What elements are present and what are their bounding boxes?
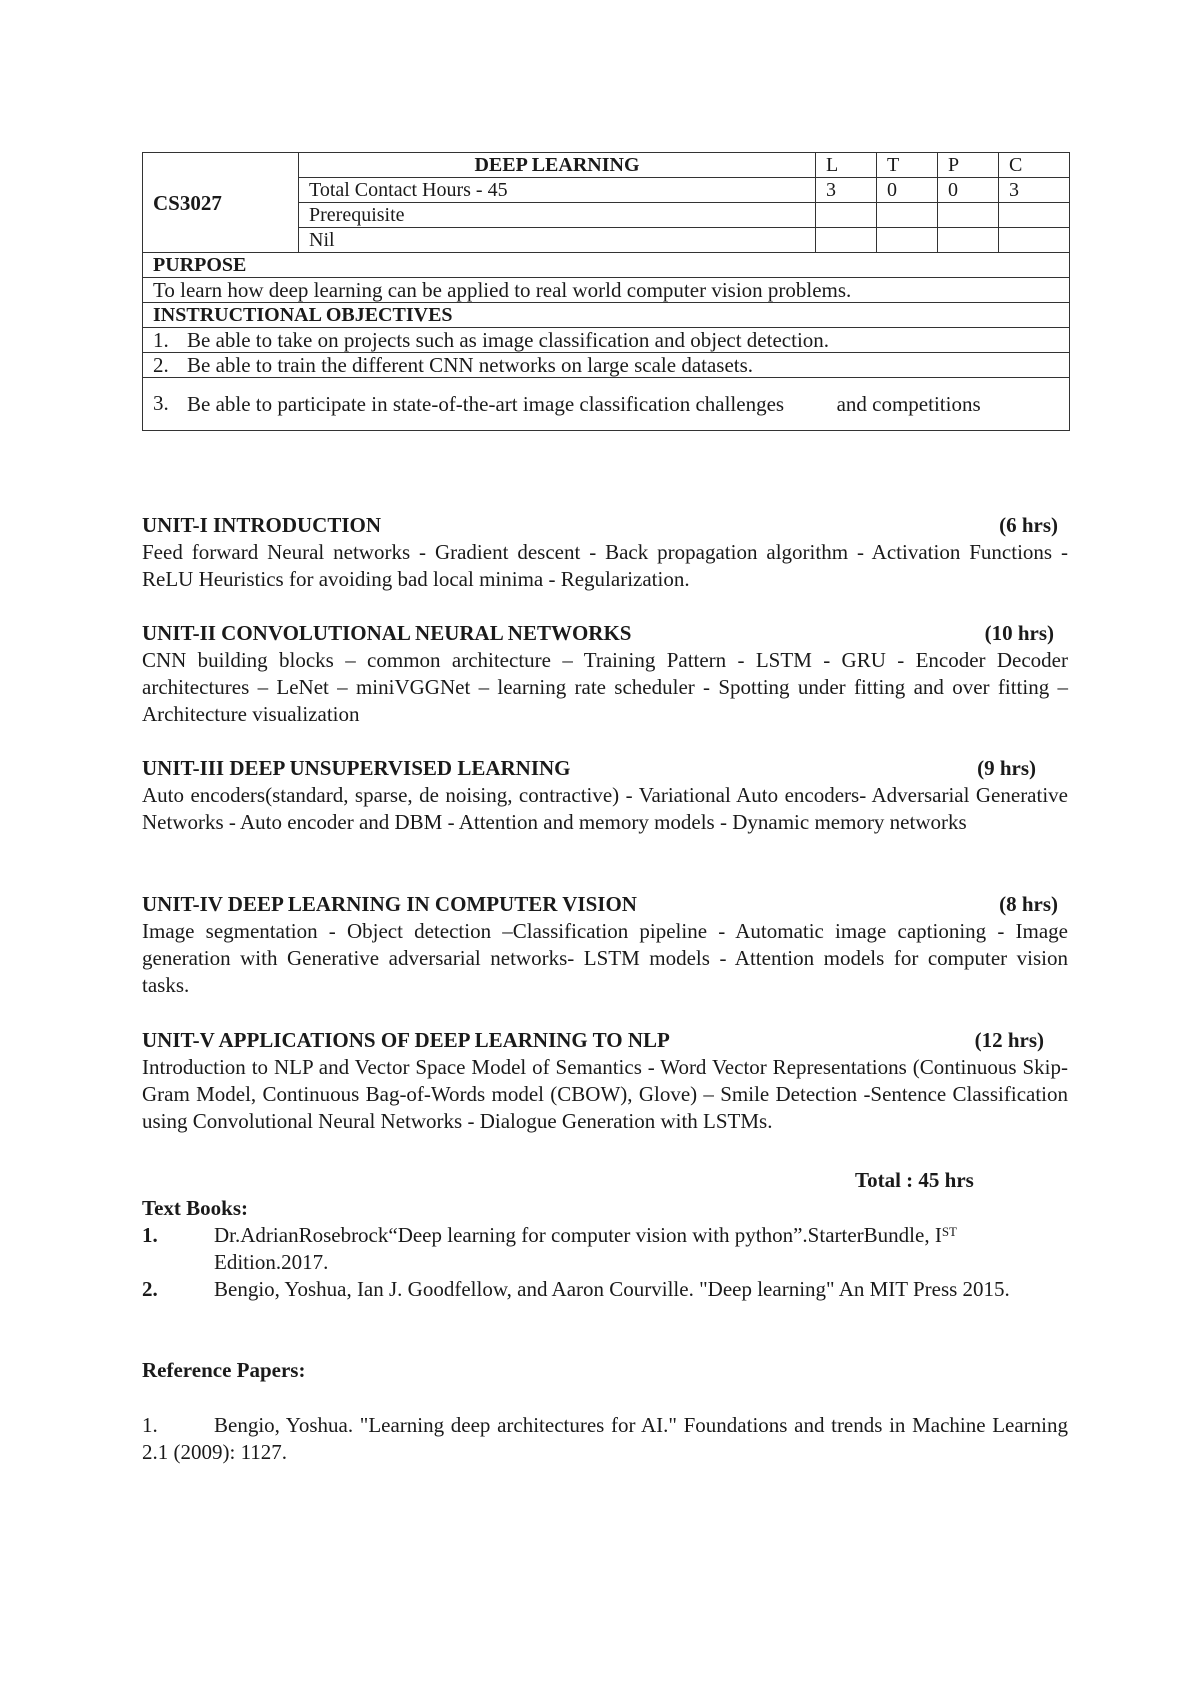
purpose-heading: PURPOSE xyxy=(143,253,1070,278)
unit-section xyxy=(142,755,1068,836)
purpose-text: To learn how deep learning can be applied to real world computer vision problems. xyxy=(143,278,1070,303)
unit-section xyxy=(142,891,1068,999)
reference-paper-item xyxy=(142,1412,1068,1466)
reference-paper-text: Bengio, Yoshua. "Learning deep architectures for AI." Foundations and trends in Machine Learning 2.1 (2009): 1127. xyxy=(142,1413,1068,1464)
unit-hours: (9 hrs) xyxy=(977,756,1036,780)
text-books-list xyxy=(142,1222,1068,1303)
ltpc-header-l: L xyxy=(816,153,877,178)
objective-text: Be able to train the different CNN networks on large scale datasets. xyxy=(187,353,754,377)
total-hours: Total : 45 hrs xyxy=(855,1168,974,1192)
ltpc-value-c: 3 xyxy=(999,178,1070,203)
unit-section xyxy=(142,620,1068,728)
text-book-item xyxy=(142,1222,1068,1276)
unit-title: UNIT-V APPLICATIONS OF DEEP LEARNING TO NLP xyxy=(142,1028,670,1052)
text-book-text: Dr.AdrianRosebrock“Deep learning for computer vision with python”.StarterBundle, I xyxy=(214,1223,942,1247)
course-code: CS3027 xyxy=(143,153,299,253)
unit-body: Feed forward Neural networks - Gradient descent - Back propagation algorithm - Activation Functions - ReLU Heuristics for avoiding bad local minima - Regularization. xyxy=(142,540,1068,591)
unit-hours: (6 hrs) xyxy=(999,513,1058,537)
prerequisite-value: Nil xyxy=(299,228,816,253)
objective-item xyxy=(143,378,1070,431)
empty-cell xyxy=(999,228,1070,253)
text-book-text: Bengio, Yoshua, Ian J. Goodfellow, and Aaron Courville. "Deep learning" An MIT Press 2015. xyxy=(214,1277,1010,1301)
empty-cell xyxy=(877,203,938,228)
ltpc-header-c: C xyxy=(999,153,1070,178)
course-header-table xyxy=(142,152,1070,431)
objective-number: 2. xyxy=(153,353,169,377)
course-title: DEEP LEARNING xyxy=(299,153,816,178)
unit-title: UNIT-I INTRODUCTION xyxy=(142,513,382,537)
unit-section xyxy=(142,1027,1068,1135)
objective-item xyxy=(143,353,1070,378)
empty-cell xyxy=(999,203,1070,228)
ltpc-header-p: P xyxy=(938,153,999,178)
unit-body: Image segmentation - Object detection –Classification pipeline - Automatic image captioning - Image generation with Generative adversarial networks- LSTM models - Attention models for computer vision tasks. xyxy=(142,919,1068,997)
text-book-edition: Edition.2017. xyxy=(214,1250,329,1274)
unit-title: UNIT-II CONVOLUTIONAL NEURAL NETWORKS xyxy=(142,621,632,645)
objective-number: 1. xyxy=(153,328,169,352)
unit-hours: (10 hrs) xyxy=(984,621,1054,645)
unit-body: Introduction to NLP and Vector Space Model of Semantics - Word Vector Representations (Continuous Skip-Gram Model, Continuous Bag-of-Words model (CBOW), Glove) – Smile Detection -Sentence Classification using Convolutional Neural Networks - Dialogue Generation with LSTMs. xyxy=(142,1055,1068,1133)
objective-text: Be able to take on projects such as image classification and object detection. xyxy=(187,328,830,352)
ltpc-value-l: 3 xyxy=(816,178,877,203)
objective-item xyxy=(143,328,1070,353)
ltpc-value-p: 0 xyxy=(938,178,999,203)
empty-cell xyxy=(938,228,999,253)
unit-section xyxy=(142,512,1068,593)
empty-cell xyxy=(816,203,877,228)
superscript: ST xyxy=(941,1224,957,1239)
unit-body: Auto encoders(standard, sparse, de noising, contractive) - Variational Auto encoders- Adversarial Generative Networks - Auto encoder and DBM - Attention and memory models - Dynamic memory networks xyxy=(142,783,1068,834)
prerequisite-label: Prerequisite xyxy=(299,203,816,228)
objectives-heading: INSTRUCTIONAL OBJECTIVES xyxy=(143,303,1070,328)
text-book-number: 1. xyxy=(142,1223,158,1247)
objective-number: 3. xyxy=(153,391,169,415)
empty-cell xyxy=(938,203,999,228)
ltpc-header-t: T xyxy=(877,153,938,178)
objective-text: Be able to participate in state-of-the-art image classification challenges and competitions xyxy=(187,392,981,416)
text-book-item xyxy=(142,1276,1068,1303)
ltpc-value-t: 0 xyxy=(877,178,938,203)
text-book-number: 2. xyxy=(142,1277,158,1301)
unit-hours: (12 hrs) xyxy=(974,1028,1044,1052)
unit-title: UNIT-IV DEEP LEARNING IN COMPUTER VISION xyxy=(142,892,637,916)
contact-hours: Total Contact Hours - 45 xyxy=(299,178,816,203)
reference-papers-heading: Reference Papers: xyxy=(142,1358,306,1382)
unit-title: UNIT-III DEEP UNSUPERVISED LEARNING xyxy=(142,756,571,780)
reference-paper-number: 1. xyxy=(142,1413,158,1437)
empty-cell xyxy=(877,228,938,253)
empty-cell xyxy=(816,228,877,253)
text-books-heading: Text Books: xyxy=(142,1196,248,1220)
unit-body: CNN building blocks – common architecture – Training Pattern - LSTM - GRU - Encoder Decoder architectures – LeNet – miniVGGNet – learning rate scheduler - Spotting under fitting and over fitting – Architecture visualization xyxy=(142,648,1068,726)
unit-hours: (8 hrs) xyxy=(999,892,1058,916)
